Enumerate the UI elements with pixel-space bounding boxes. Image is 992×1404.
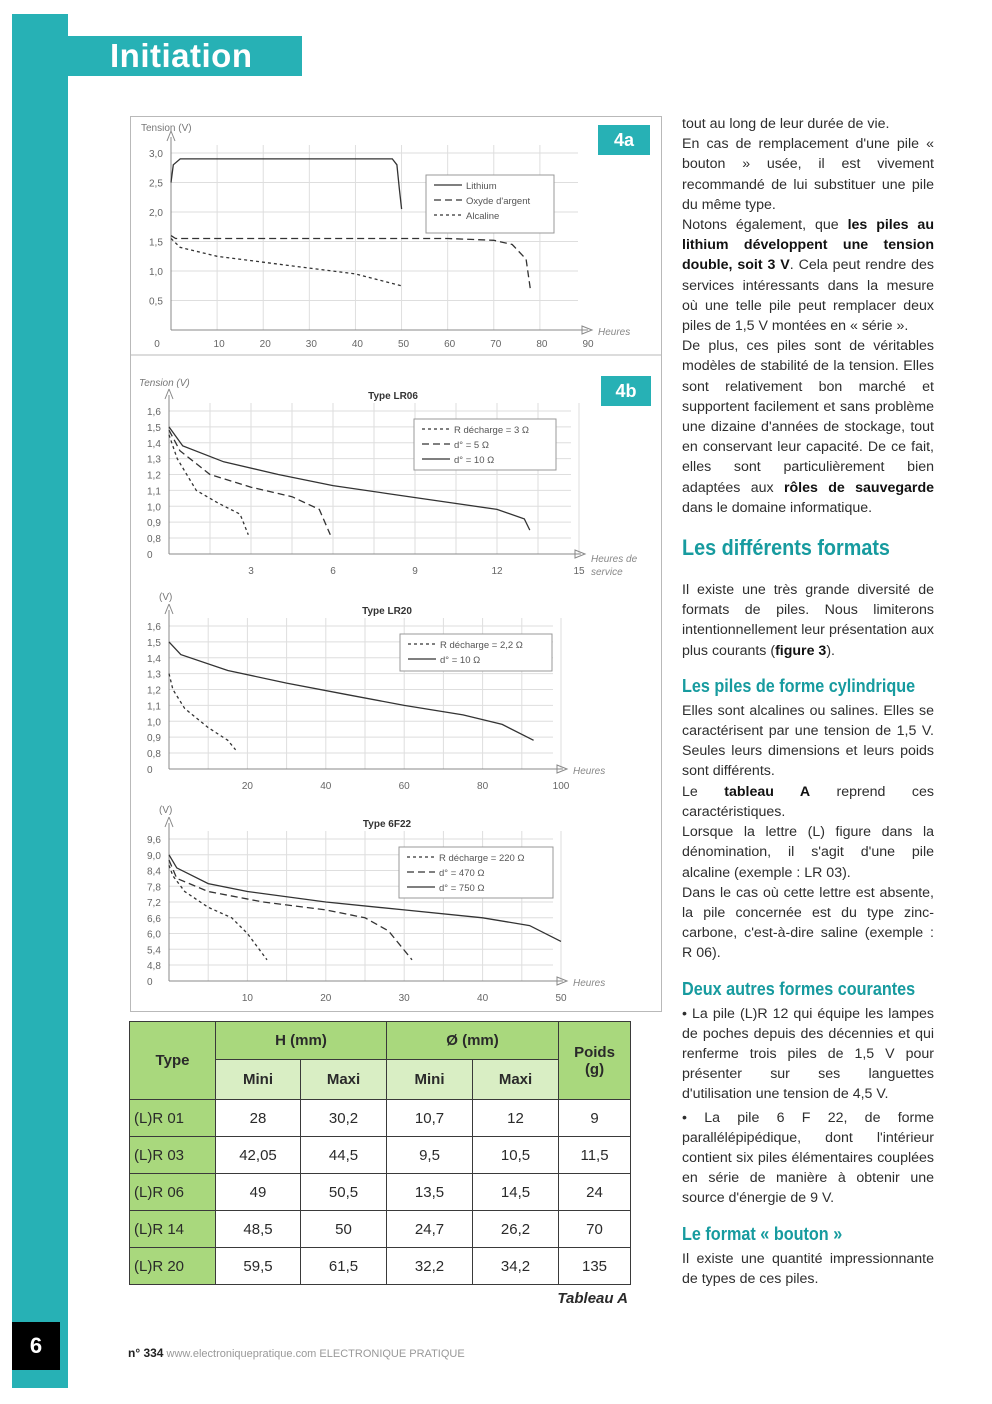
table-header-weight: Poids (g) xyxy=(559,1022,631,1100)
table-cell: 42,05 xyxy=(216,1137,301,1174)
x-tick-label: 40 xyxy=(320,781,332,792)
y-tick-label: 1,6 xyxy=(147,407,161,418)
table-cell: 61,5 xyxy=(301,1248,387,1285)
table-cell: 10,7 xyxy=(387,1100,473,1137)
legend-label: R décharge = 3 Ω xyxy=(454,425,529,436)
table-cell: 32,2 xyxy=(387,1248,473,1285)
table-row xyxy=(130,1248,631,1285)
paragraph: Elles sont alcalines ou salines. Elles se caractérisent par une tension de 1,5 V. Seules leurs dimensions et leurs poids sont différents. xyxy=(682,702,934,780)
text-run: reprend ces caractéristiques. xyxy=(682,783,934,820)
table-cell: 24,7 xyxy=(387,1211,473,1248)
y-tick-label: 1,0 xyxy=(147,502,161,514)
table-cell: 26,2 xyxy=(473,1211,559,1248)
y-tick-label: 0,8 xyxy=(147,749,161,760)
table-cell: 70 xyxy=(559,1211,631,1248)
y-tick-label: 1,4 xyxy=(147,438,161,450)
x-tick-label: 30 xyxy=(305,339,317,350)
text-run: ). xyxy=(826,642,835,659)
y-tick-label: 9,6 xyxy=(147,835,161,846)
table-cell: 34,2 xyxy=(473,1248,559,1285)
y-tick-label: 1,4 xyxy=(147,653,161,665)
x-tick-label: 20 xyxy=(320,993,332,1004)
table-cell: 13,5 xyxy=(387,1174,473,1211)
x-tick-label: 90 xyxy=(582,339,594,350)
y-tick-label: 3,0 xyxy=(149,149,163,160)
series-line xyxy=(169,860,412,960)
dimensions-table xyxy=(129,1021,631,1285)
text-run: Il existe une très grande diversité de formats de piles. Nous limiterons intentionnellement leur présentation aux plus courants ( xyxy=(682,582,934,659)
text-run: Notons également, que xyxy=(682,217,848,234)
legend-label: d° = 5 Ω xyxy=(454,440,489,451)
text-run: . Cela peut rendre des services intéressants dans la mesure où une telle pile peut remplacer deux piles de 1,5 V montées en « série ». xyxy=(682,257,935,335)
y-tick-label: 1,2 xyxy=(147,685,161,697)
paragraph xyxy=(682,782,934,822)
x-tick-label: 60 xyxy=(444,339,456,350)
table-cell: 28 xyxy=(216,1100,301,1137)
y-tick-label: 1,1 xyxy=(147,701,161,713)
heading-other-forms: Deux autres formes courantes xyxy=(682,978,916,999)
x-tick-label: 15 xyxy=(573,566,585,577)
table-row xyxy=(130,1100,631,1137)
y-tick-label: 0 xyxy=(147,977,153,988)
chart-title: Type 6F22 xyxy=(362,819,412,830)
paragraph: En cas de remplacement d'une pile « bouton » usée, il est vivement recommandé de lui substituer une pile du même type. xyxy=(682,136,934,213)
legend-label: Alcaline xyxy=(466,211,500,222)
table-row xyxy=(130,1211,631,1248)
x-tick-label: 20 xyxy=(241,781,253,792)
table-cell: 135 xyxy=(559,1248,631,1285)
y-tick-label: 5,4 xyxy=(147,945,161,957)
table-cell-type: (L)R 14 xyxy=(130,1211,216,1248)
figure-badge-label: 4b xyxy=(615,381,637,401)
paragraph: Dans le cas où cette lettre est absente, la pile concernée est du type zinc-carbone, c'est-à-dire saline (exemple : R 06). xyxy=(682,884,934,962)
x-tick-label: 6 xyxy=(330,566,336,577)
bold-text: rôles de sauvegarde xyxy=(783,479,935,496)
y-tick-label: 1,0 xyxy=(149,267,163,278)
table-cell: 50,5 xyxy=(301,1174,387,1211)
bold-text: tableau A xyxy=(724,783,811,800)
y-tick-label: 1,6 xyxy=(147,622,161,633)
y-tick-label: 1,3 xyxy=(147,454,161,466)
y-tick-label: 9,0 xyxy=(147,850,161,862)
paragraph: • La pile 6 F 22, de forme parallélépipédique, dont l'intérieur contient six piles élémentaires couplées en série de manière à obtenir une source d'énergie de 9 V. xyxy=(682,1109,934,1207)
series-line xyxy=(169,430,330,535)
x-tick-label: 9 xyxy=(412,566,418,577)
legend-label: Lithium xyxy=(466,181,497,192)
x-tick-label: 40 xyxy=(351,339,364,350)
side-color-bar xyxy=(12,14,68,1388)
legend-label: R décharge = 2,2 Ω xyxy=(440,640,523,651)
x-tick-label: 20 xyxy=(259,339,271,350)
figure-4-charts xyxy=(131,117,661,1011)
chart-lr06 xyxy=(139,376,651,578)
footer-magazine: ELECTRONIQUE PRATIQUE xyxy=(319,1348,465,1360)
y-axis-label: Tension (V) xyxy=(141,123,192,134)
x-axis-label: service xyxy=(591,567,623,578)
section-title: Initiation xyxy=(68,36,302,76)
series-line xyxy=(169,435,248,535)
legend-label: d° = 10 Ω xyxy=(440,655,481,666)
y-tick-label: 6,0 xyxy=(147,929,161,941)
figure-badge-label: 4a xyxy=(613,130,635,150)
table-caption: Tableau A xyxy=(557,1290,628,1307)
y-tick-label: 1,1 xyxy=(147,486,161,498)
y-tick-label: 7,8 xyxy=(147,882,161,894)
series-line xyxy=(171,236,531,292)
heading-button-format: Le format « bouton » xyxy=(682,1223,843,1244)
y-tick-label: 6,6 xyxy=(147,913,161,925)
x-tick-label: 70 xyxy=(490,339,502,350)
y-tick-label: 1,0 xyxy=(147,717,161,729)
table-cell: 10,5 xyxy=(473,1137,559,1174)
heading-cylindrical: Les piles de forme cylindrique xyxy=(682,675,916,696)
text-run: Le xyxy=(682,783,725,800)
y-axis-label: (V) xyxy=(159,592,173,603)
x-tick-label: 60 xyxy=(398,781,410,792)
x-tick-label: 10 xyxy=(213,339,225,350)
x-tick-label: 30 xyxy=(398,993,410,1004)
footer-url: www.electroniquepratique.com xyxy=(166,1348,317,1360)
figure-4 xyxy=(130,116,662,1012)
table-cell: 49 xyxy=(216,1174,301,1211)
article-column xyxy=(682,114,934,1289)
table-subheader-d-min: Mini xyxy=(387,1060,473,1100)
table-row xyxy=(130,1174,631,1211)
chart-title: Type LR20 xyxy=(362,606,412,617)
y-tick-label: 4,8 xyxy=(147,961,161,972)
table-cell: 44,5 xyxy=(301,1137,387,1174)
x-axis-label: Heures xyxy=(573,766,606,777)
legend-label: d° = 10 Ω xyxy=(454,455,495,466)
table-cell-type: (L)R 06 xyxy=(130,1174,216,1211)
table-cell-type: (L)R 20 xyxy=(130,1248,216,1285)
paragraph xyxy=(682,215,934,336)
paragraph: • La pile (L)R 12 qui équipe les lampes de poches depuis des décennies et qui renferme trois piles de 1,5 V pour présenter sur ses languettes d'utilisation une tension de 4,5 V. xyxy=(682,1005,934,1103)
series-line xyxy=(169,674,236,750)
table-cell: 50 xyxy=(301,1211,387,1248)
y-tick-label: 2,0 xyxy=(149,208,163,219)
legend-label: d° = 470 Ω xyxy=(439,868,485,879)
chart-title: Type LR06 xyxy=(368,391,418,402)
x-tick-label: 50 xyxy=(397,339,410,350)
y-tick-label: 1,2 xyxy=(147,470,161,482)
table-cell: 24 xyxy=(559,1174,631,1211)
series-line xyxy=(171,239,402,286)
footer xyxy=(128,1346,465,1360)
x-axis-label: Heures xyxy=(573,978,606,989)
x-axis-label: Heures xyxy=(598,327,631,338)
chart-lr20 xyxy=(147,592,605,792)
table-cell: 12 xyxy=(473,1100,559,1137)
y-tick-label: 0 xyxy=(147,550,153,561)
y-axis-label: (V) xyxy=(159,805,173,816)
x-tick-label: 80 xyxy=(536,339,548,350)
x-axis-label: Heures de xyxy=(591,554,638,565)
heading-formats: Les différents formats xyxy=(682,535,890,561)
chart-4a xyxy=(141,123,650,350)
table-cell: 11,5 xyxy=(559,1137,631,1174)
table-cell: 14,5 xyxy=(473,1174,559,1211)
x-tick-label: 10 xyxy=(241,993,253,1004)
issue-number: n° 334 xyxy=(128,1346,164,1360)
y-tick-label: 7,2 xyxy=(147,898,161,909)
series-line xyxy=(169,865,267,960)
y-tick-label: 1,5 xyxy=(147,637,161,649)
y-tick-label: 0,9 xyxy=(147,733,161,745)
table-cell: 48,5 xyxy=(216,1211,301,1248)
text-run: De plus, ces piles sont de véritables modèles de stabilité de la tension. Elles sont relativement bon marché et supportent facilement et sans problème une dizaine d'années de stockage, tout en conservant leur capacité. De ce fait, elles sont particulièrement bien adaptées aux xyxy=(682,338,934,496)
bold-text: figure 3 xyxy=(775,642,827,659)
table-header-height: H (mm) xyxy=(216,1022,387,1060)
x-tick-label: 0 xyxy=(154,339,160,350)
y-tick-label: 1,5 xyxy=(149,237,163,249)
x-tick-label: 50 xyxy=(555,993,567,1004)
paragraph xyxy=(682,336,934,518)
table-cell: 59,5 xyxy=(216,1248,301,1285)
table-row xyxy=(130,1137,631,1174)
y-tick-label: 1,3 xyxy=(147,669,161,681)
x-tick-label: 3 xyxy=(248,566,254,577)
chart-6f22 xyxy=(147,805,605,1004)
y-tick-label: 0,9 xyxy=(147,518,161,530)
table-cell: 9 xyxy=(559,1100,631,1137)
y-tick-label: 2,5 xyxy=(149,178,163,190)
y-tick-label: 1,5 xyxy=(147,422,161,434)
legend-label: Oxyde d'argent xyxy=(466,196,531,207)
paragraph: tout au long de leur durée de vie. xyxy=(682,116,890,132)
table-cell: 30,2 xyxy=(301,1100,387,1137)
y-tick-label: 8,4 xyxy=(147,866,161,878)
y-axis-label: Tension (V) xyxy=(139,378,190,389)
legend-label: d° = 750 Ω xyxy=(439,883,485,894)
x-tick-label: 40 xyxy=(477,993,489,1004)
series-line xyxy=(171,159,402,209)
table-subheader-h-min: Mini xyxy=(216,1060,301,1100)
page-number: 6 xyxy=(12,1322,60,1370)
text-run: dans le domaine informatique. xyxy=(682,499,873,516)
y-tick-label: 0 xyxy=(147,765,153,776)
x-tick-label: 100 xyxy=(552,781,570,792)
table-subheader-d-max: Maxi xyxy=(473,1060,559,1100)
y-tick-label: 0,5 xyxy=(149,296,163,308)
bold-text: les piles au lithium développent une tension double, soit 3 V xyxy=(682,217,934,274)
table-header-type: Type xyxy=(130,1022,216,1100)
paragraph: Lorsque la lettre (L) figure dans la dénomination, il s'agit d'une pile alcaline (exemple : LR 03). xyxy=(682,824,934,881)
x-tick-label: 12 xyxy=(491,566,503,577)
y-tick-label: 0,8 xyxy=(147,534,161,545)
legend-label: R décharge = 220 Ω xyxy=(439,853,525,864)
table-cell-type: (L)R 03 xyxy=(130,1137,216,1174)
table-cell-type: (L)R 01 xyxy=(130,1100,216,1137)
x-tick-label: 80 xyxy=(477,781,489,792)
table-cell: 9,5 xyxy=(387,1137,473,1174)
table-header-diameter: Ø (mm) xyxy=(387,1022,559,1060)
table-subheader-h-max: Maxi xyxy=(301,1060,387,1100)
paragraph xyxy=(682,580,934,661)
paragraph: Il existe une quantité impressionnante de types de ces piles. xyxy=(682,1250,934,1287)
